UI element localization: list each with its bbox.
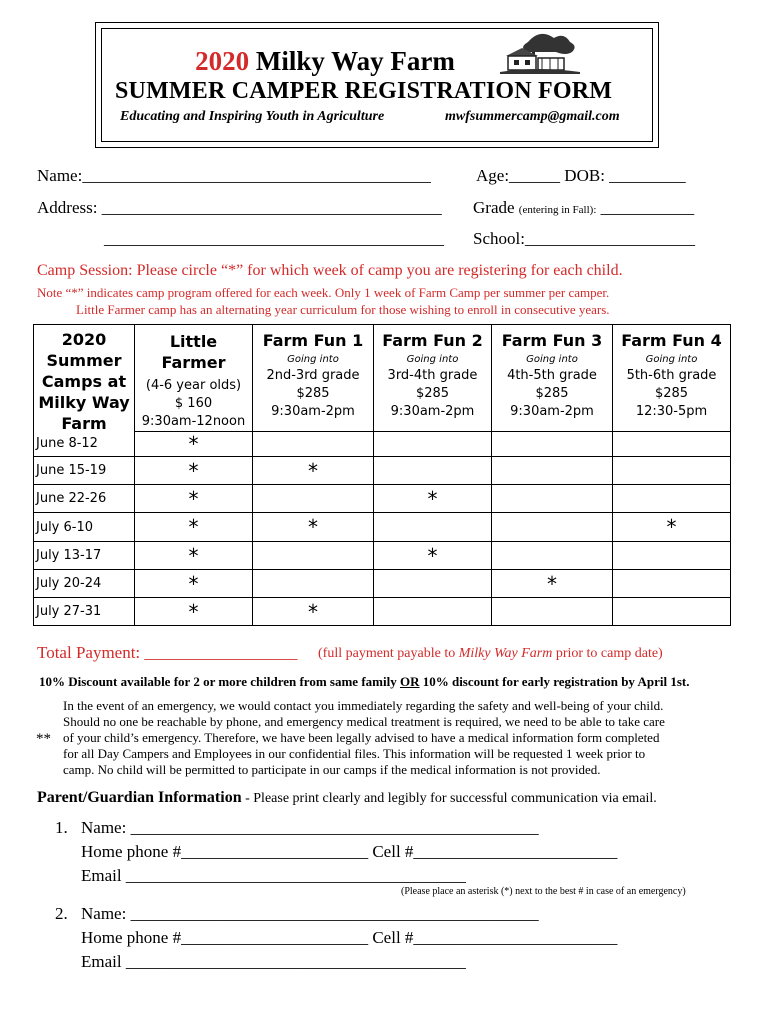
table-row (34, 598, 731, 626)
week-label: July 13-17 (34, 542, 135, 570)
payment-note-farm: Milky Way Farm (458, 646, 553, 661)
table-row (34, 432, 731, 457)
emergency-marker: ** (36, 731, 51, 747)
column-header-farm-fun-3 (492, 325, 613, 432)
session-checkbox[interactable]: * (135, 432, 253, 457)
session-checkbox[interactable] (492, 457, 613, 485)
grade-note: (entering in Fall): (518, 204, 597, 216)
parent-section-header (37, 789, 657, 807)
session-checkbox[interactable]: * (374, 485, 492, 513)
column-header-farm-fun-4 (613, 325, 731, 432)
column-header-little-farmer (135, 325, 253, 432)
payment-note (318, 646, 663, 662)
corner-line: Milky Way (38, 393, 130, 412)
emergency-line: for all Day Campers and Employees in our confidential files. This information will be requested 1 week prior to (63, 746, 646, 761)
tagline: Educating and Inspiring Youth in Agriculture (120, 109, 385, 124)
form-heading (0, 46, 770, 77)
column-title: Farm Fun 1 (262, 331, 364, 350)
week-label: July 27-31 (34, 598, 135, 626)
session-checkbox[interactable] (613, 542, 731, 570)
guardian-2-email-field[interactable]: Email ________________________________________ (81, 952, 466, 971)
guardian-2-number: 2. (55, 904, 68, 923)
column-header-farm-fun-2 (374, 325, 492, 432)
column-title: Little (169, 332, 218, 351)
session-checkbox[interactable] (374, 432, 492, 457)
week-label: June 22-26 (34, 485, 135, 513)
column-title: Farm Fun 3 (501, 331, 603, 350)
address-field[interactable]: Address: ________________________________________ (37, 198, 442, 217)
school-field[interactable]: School:____________________ (473, 229, 695, 248)
table-row (34, 457, 731, 485)
session-checkbox[interactable]: * (253, 513, 374, 542)
emergency-line: Should no one be reachable by phone, and emergency medical treatment is required, we need to be able to take care (63, 714, 665, 729)
session-checkbox[interactable] (253, 485, 374, 513)
session-checkbox[interactable]: * (135, 570, 253, 598)
camp-session-instruction: Camp Session: Please circle “*” for which week of camp you are registering for each child. (37, 262, 623, 279)
session-checkbox[interactable] (492, 485, 613, 513)
column-hours: 9:30am-12noon (141, 414, 246, 429)
table-row (34, 513, 731, 542)
session-checkbox[interactable] (253, 542, 374, 570)
column-price: $285 (535, 386, 569, 401)
session-checkbox[interactable] (613, 432, 731, 457)
payment-note-text: prior to camp date) (552, 646, 663, 661)
session-checkbox[interactable] (492, 432, 613, 457)
discount-text: 10% discount for early registration by April 1st. (419, 674, 690, 689)
session-checkbox[interactable] (374, 513, 492, 542)
column-grade: 5th-6th grade (626, 368, 717, 383)
session-checkbox[interactable] (613, 570, 731, 598)
guardian-2-phone-fields[interactable]: Home phone #______________________ Cell #________________________ (81, 928, 618, 947)
name-field[interactable]: Name:_________________________________________ (37, 166, 431, 185)
table-corner-cell (34, 325, 135, 457)
table-row (34, 485, 731, 513)
column-price: $285 (296, 386, 330, 401)
column-price: $285 (415, 386, 450, 401)
column-title: Farm Fun 2 (382, 331, 483, 350)
session-checkbox[interactable] (492, 598, 613, 626)
week-label: July 20-24 (34, 570, 135, 598)
asterisk-note: (Please place an asterisk (*) next to the best # in case of an emergency) (401, 886, 686, 897)
session-checkbox[interactable] (492, 542, 613, 570)
session-checkbox[interactable] (374, 457, 492, 485)
farm-name: Milky Way Farm (249, 46, 455, 76)
emergency-paragraph (63, 698, 665, 778)
guardian-1-email-field[interactable]: Email ________________________________________ (81, 866, 466, 885)
parent-instruction: - Please print clearly and legibly for successful communication via email. (241, 791, 657, 806)
session-checkbox[interactable]: * (492, 570, 613, 598)
week-label: June 15-19 (34, 457, 135, 485)
payment-note-text: (full payment payable to (318, 646, 459, 661)
grade-blank: ___________ (600, 198, 695, 217)
session-checkbox[interactable]: * (253, 598, 374, 626)
column-header-farm-fun-1 (253, 325, 374, 432)
camp-schedule-table (33, 324, 731, 626)
age-dob-field[interactable]: Age:______ DOB: _________ (476, 166, 686, 185)
column-subtitle: Going into (406, 354, 459, 365)
guardian-1-phone-fields[interactable]: Home phone #______________________ Cell #________________________ (81, 842, 618, 861)
table-row (34, 570, 731, 598)
session-checkbox[interactable] (492, 513, 613, 542)
discount-note (39, 674, 689, 690)
session-checkbox[interactable]: * (135, 485, 253, 513)
session-checkbox[interactable]: * (135, 457, 253, 485)
corner-line: Summer (46, 351, 122, 370)
column-title: Farm Fun 4 (621, 331, 722, 350)
week-label: July 6-10 (34, 513, 135, 542)
column-hours: 9:30am-2pm (390, 404, 475, 419)
session-checkbox[interactable] (253, 570, 374, 598)
total-payment-field[interactable]: Total Payment: __________________ (37, 643, 298, 662)
year: 2020 (195, 46, 250, 76)
column-price: $ 160 (174, 396, 213, 411)
discount-or: OR (399, 674, 420, 689)
session-checkbox[interactable]: * (613, 513, 731, 542)
guardian-2-name-field[interactable]: Name: ________________________________________________ (81, 904, 539, 923)
column-grade: 3rd-4th grade (387, 368, 478, 383)
column-title: Farmer (161, 353, 226, 372)
column-grade: 4th-5th grade (507, 368, 597, 383)
table-row (34, 542, 731, 570)
session-checkbox[interactable] (374, 570, 492, 598)
session-checkbox[interactable]: * (135, 598, 253, 626)
parent-heading: Parent/Guardian Information (37, 789, 242, 806)
grade-field[interactable] (473, 198, 694, 218)
little-farmer-note: Little Farmer camp has an alternating year curriculum for those wishing to enroll in consecutive years. (76, 302, 610, 317)
column-subtitle: Going into (287, 354, 339, 365)
session-note: Note “*” indicates camp program offered for each week. Only 1 week of Farm Camp per summer per camper. (37, 285, 610, 300)
emergency-line: In the event of an emergency, we would contact you immediately regarding the safety and well-being of your child. (63, 698, 664, 713)
emergency-line: camp. No child will be permitted to participate in our camps if the medical information is not provided. (63, 762, 601, 777)
column-hours: 9:30am-2pm (510, 404, 594, 419)
grade-label: Grade (473, 198, 515, 217)
session-checkbox[interactable]: * (135, 513, 253, 542)
corner-line: 2020 (61, 330, 107, 349)
session-checkbox[interactable] (374, 598, 492, 626)
address-line-2[interactable]: ________________________________________ (104, 229, 444, 248)
contact-email: mwfsummercamp@gmail.com (445, 109, 620, 124)
session-checkbox[interactable] (613, 485, 731, 513)
session-checkbox[interactable]: * (135, 542, 253, 570)
column-subtitle: Going into (645, 354, 698, 365)
column-subtitle: Going into (526, 354, 578, 365)
session-checkbox[interactable] (613, 598, 731, 626)
table-header-row (34, 325, 731, 432)
column-hours: 12:30-5pm (635, 404, 708, 419)
session-checkbox[interactable]: * (253, 457, 374, 485)
column-price: $285 (654, 386, 689, 401)
column-grade: 2nd-3rd grade (266, 368, 360, 383)
column-hours: 9:30am-2pm (271, 404, 355, 419)
column-ages: (4-6 year olds) (145, 378, 242, 393)
session-checkbox[interactable] (253, 432, 374, 457)
guardian-1-number: 1. (55, 818, 68, 837)
emergency-line: of your child’s emergency. Therefore, we have been legally advised to have a medical information form completed (63, 730, 660, 745)
session-checkbox[interactable]: * (374, 542, 492, 570)
farm-house-logo-icon (498, 30, 582, 76)
corner-line: Camps at (41, 372, 127, 391)
corner-line: Farm (61, 414, 107, 433)
discount-text: 10% Discount available for 2 or more children from same family (39, 674, 400, 689)
week-label: June 8-12 (36, 436, 98, 451)
guardian-1-name-field[interactable]: Name: ________________________________________________ (81, 818, 539, 837)
session-checkbox[interactable] (613, 457, 731, 485)
form-title: SUMMER CAMPER REGISTRATION FORM (115, 78, 613, 104)
